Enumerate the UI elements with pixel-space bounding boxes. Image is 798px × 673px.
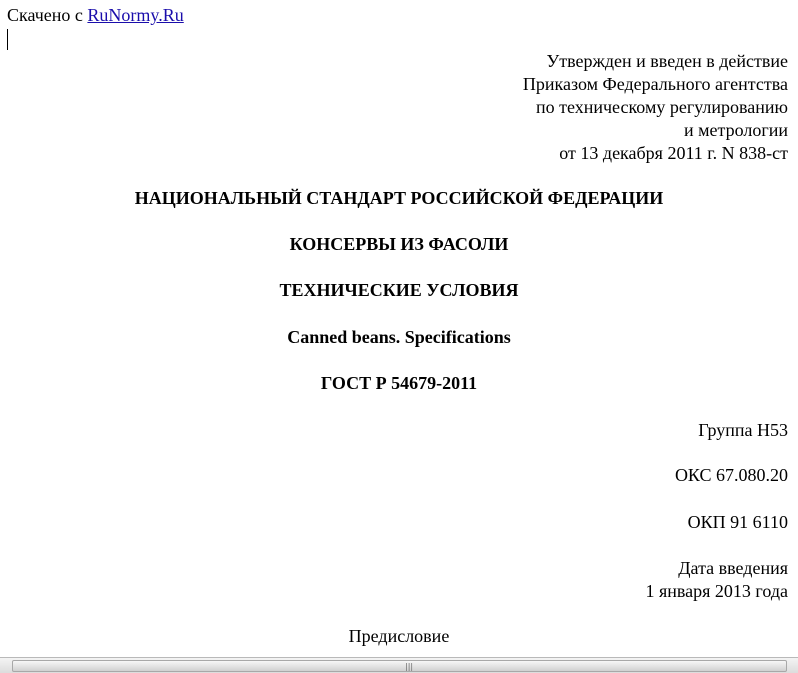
text-cursor xyxy=(7,29,8,50)
source-line xyxy=(7,4,184,27)
standard-code: ГОСТ Р 54679-2011 xyxy=(320,373,478,393)
approval-line: по техническому регулированию xyxy=(535,97,788,117)
scrollbar-thumb[interactable] xyxy=(12,660,787,672)
english-title: Canned beans. Specifications xyxy=(287,327,511,347)
group-label: Группа Н53 xyxy=(698,420,788,440)
okp-code: ОКП 91 6110 xyxy=(687,512,788,532)
preface-heading: Предисловие xyxy=(348,626,450,646)
approval-line: и метрологии xyxy=(684,120,788,140)
document-title: КОНСЕРВЫ ИЗ ФАСОЛИ xyxy=(289,234,509,254)
approval-block xyxy=(523,50,788,165)
source-link[interactable]: RuNormy.Ru xyxy=(87,5,184,25)
intro-date-label: Дата введения xyxy=(678,558,788,578)
approval-line: Утвержден и введен в действие xyxy=(546,51,788,71)
grip-icon: ||| xyxy=(405,662,414,671)
source-prefix: Скачено с xyxy=(7,5,88,25)
intro-date-value: 1 января 2013 года xyxy=(645,581,788,601)
approval-line: от 13 декабря 2011 г. N 838-ст xyxy=(559,143,788,163)
approval-line: Приказом Федерального агентства xyxy=(522,74,788,94)
document-subtitle: ТЕХНИЧЕСКИЕ УСЛОВИЯ xyxy=(279,280,519,300)
oks-code: ОКС 67.080.20 xyxy=(674,465,788,485)
standard-type-heading: НАЦИОНАЛЬНЫЙ СТАНДАРТ РОССИЙСКОЙ ФЕДЕРАЦИИ xyxy=(134,188,664,208)
horizontal-scrollbar[interactable] xyxy=(0,657,798,673)
